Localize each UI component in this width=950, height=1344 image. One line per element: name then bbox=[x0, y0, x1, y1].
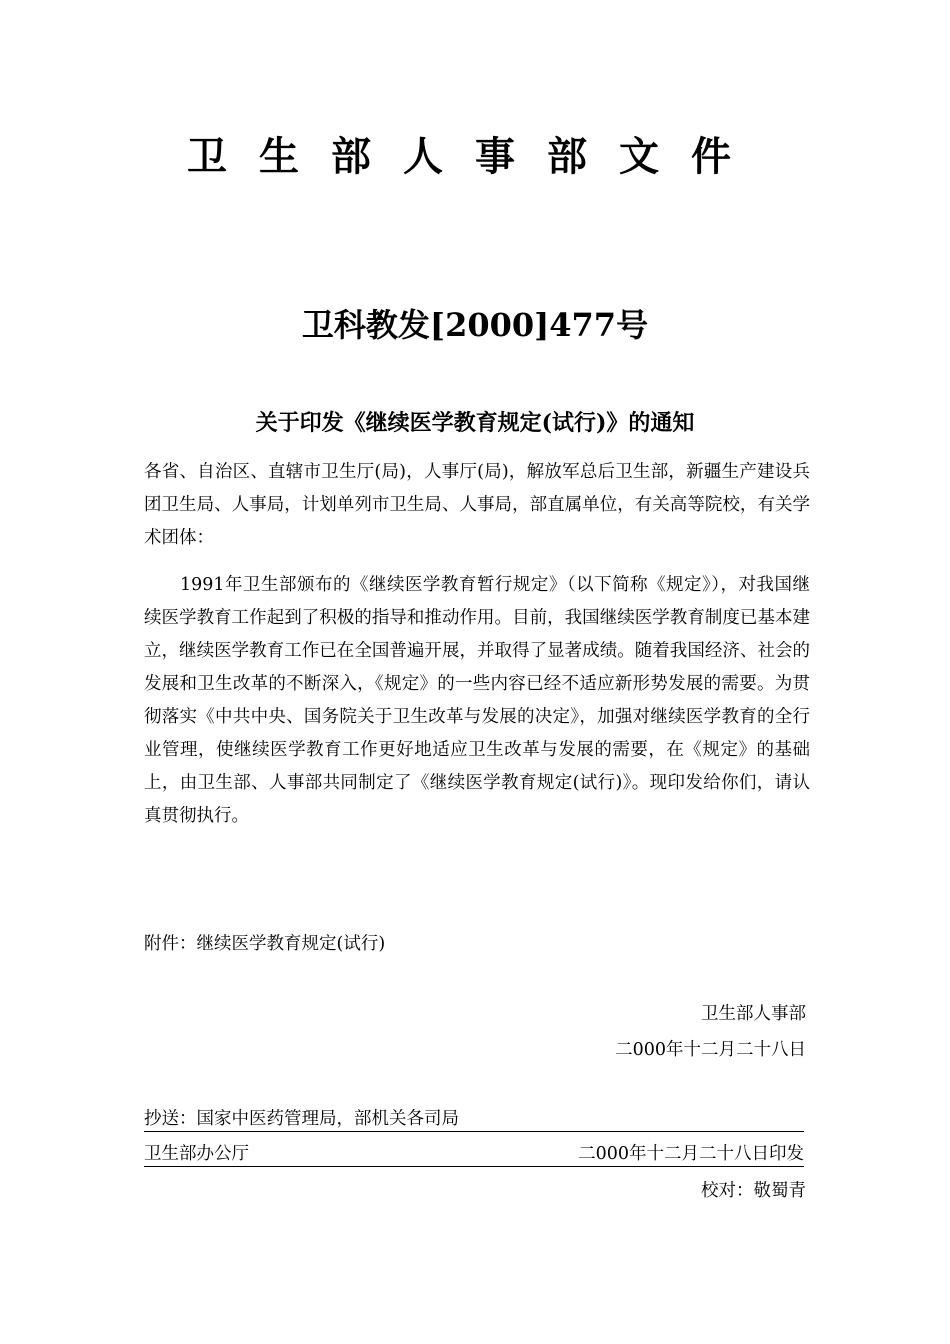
signature-organization: 卫生部人事部 bbox=[701, 1004, 806, 1024]
body-paragraph: 1991年卫生部颁布的《继续医学教育暂行规定》（以下简称《规定》），对我国继续医学教育工作起到了积极的指导和推动作用。目前，我国继续医学教育制度已基本建立，继续医学教育工作已在全国普遍开展，并取得了显著成绩。随着我国经济、社会的发展和卫生改革的不断深入，《规定》的一些内容已经不适应新形势发展的需要。为贯彻落实《中共中央、国务院关于卫生改革与发展的决定》，加强对继续医学教育的全行业管理，使继续医学教育工作更好地适应卫生改革与发展的需要，在《规定》的基础上，由卫生部、人事部共同制定了《继续医学教育规定(试行)》。现印发给你们，请认真贯彻执行。 bbox=[144, 575, 810, 826]
notice-title: 关于印发《继续医学教育规定(试行)》的通知 bbox=[255, 410, 695, 436]
issuing-office-line bbox=[144, 1140, 804, 1167]
recipients-paragraph: 各省、自治区、直辖市卫生厅(局)，人事厅(局)，解放军总后卫生部，新疆生产建设兵团卫生局、人事局，计划单列市卫生局、人事局，部直属单位，有关高等院校，有关学术团体： bbox=[144, 462, 810, 548]
issuing-office-name: 卫生部办公厅 bbox=[144, 1144, 249, 1164]
document-number: 卫科教发[2000]477号 bbox=[301, 306, 649, 344]
proofreader-line: 校对：敬蜀青 bbox=[701, 1181, 806, 1201]
print-date: 二000年十二月二十八日印发 bbox=[578, 1144, 804, 1164]
cc-text: 抄送：国家中医药管理局，部机关各司局 bbox=[144, 1109, 459, 1129]
attachment-line: 附件：继续医学教育规定(试行) bbox=[144, 934, 386, 954]
document-header-title: 卫生部人事部文件 bbox=[187, 133, 763, 180]
cc-line bbox=[144, 1105, 804, 1132]
signature-date: 二000年十二月二十八日 bbox=[615, 1040, 806, 1060]
